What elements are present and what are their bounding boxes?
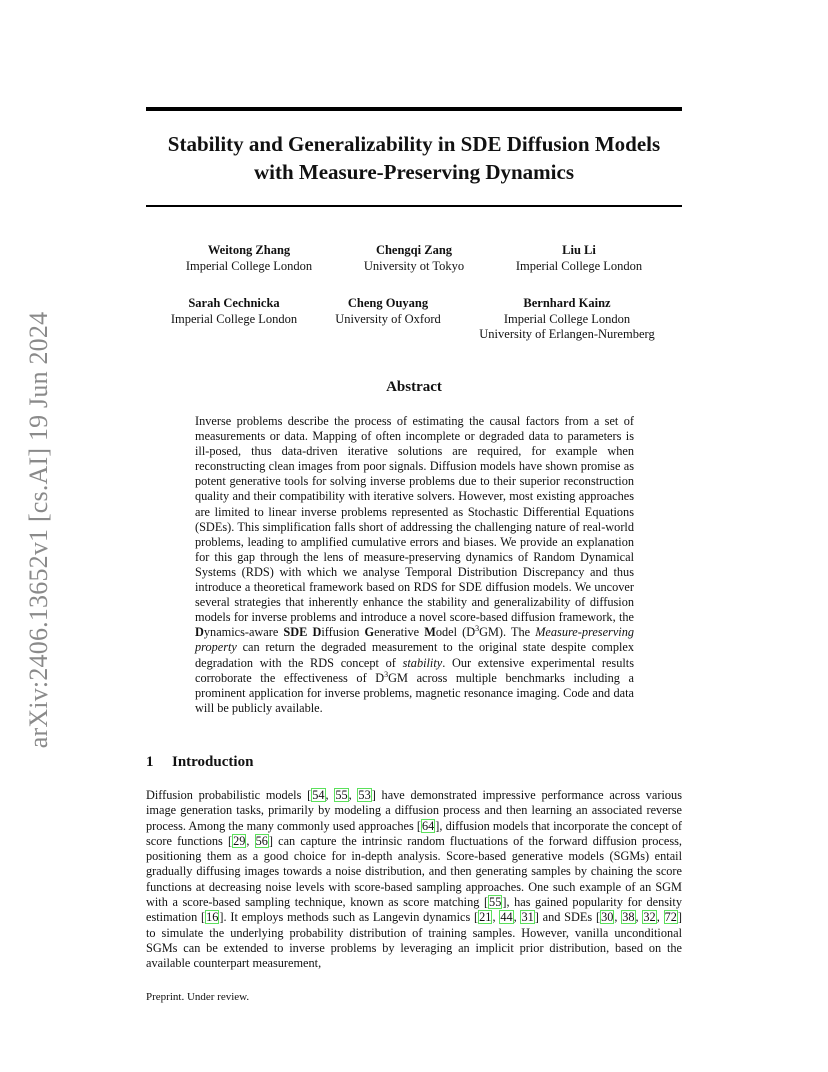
author-affiliation: Imperial College London <box>185 258 313 273</box>
author-block <box>169 243 329 274</box>
author-name: Liu Li <box>562 243 596 257</box>
author-block <box>318 296 458 327</box>
citation-link[interactable]: 30 <box>601 910 614 925</box>
citation-link[interactable]: 64 <box>421 818 435 833</box>
author-name: Chengqi Zang <box>375 243 453 257</box>
author-affiliation-secondary: University of Erlangen-Nuremberg <box>479 327 655 341</box>
citation-link[interactable]: 29 <box>233 833 246 848</box>
abstract-body: Inverse problems describe the process of estimating the causal factors from a set of measurements or data. Mapping of often incomplete or degraded data to parameters is ill-posed, thus data-driven iterative solutions are required, for example when reconstructing clean images from poor signals. Diffusion models have shown promise as potent generative tools for solving inverse problems due to their superior reconstruction quality and their compatibility with iterative solvers. However, most existing approaches are limited to linear inverse problems represented as Stochastic Differential Equations (SDEs). This simplification falls short of addressing the challenging nature of real-world problems, leading to amplified cumulative errors and biases. We provide an explanation for this gap through the lens of measure-preserving dynamics of Random Dynamical Systems (RDS) with which we analyse Temporal Distribution Discrepancy and thus introduce a theoretical framework based on RDS for SDE diffusion models. We uncover several strategies that inherently enhance the stability and generalizability of diffusion models for inverse problems and introduce a novel score-based diffusion framework, the Dynamics-aware SDE Diffusion Generative Model $(D^3GM)$. The Measure-preserving property can return the degraded measurement to the original state despite complex degradation with the RDS concept of stability. Our extensive experimental results corroborate the effectiveness of $D^3GM$ across multiple benchmarks including a prominent application for inverse problems, magnetic resonance imaging. Code and data will be publicly available. <box>195 414 634 715</box>
author-name: Bernhard Kainz <box>523 296 611 310</box>
citation-link[interactable]: 32 <box>643 910 656 925</box>
citation-link[interactable]: 31 <box>521 910 534 925</box>
author-affiliation: University ot Tokyo <box>363 258 465 273</box>
title-top-rule <box>146 107 682 111</box>
title-line-1: Stability and Generalizability in SDE Diffusion Models <box>167 132 661 156</box>
paper-title <box>146 130 682 186</box>
citation-link[interactable]: 21 <box>479 910 492 925</box>
title-line-2: with Measure-Preserving Dynamics <box>253 160 574 184</box>
author-block <box>344 243 484 274</box>
introduction-paragraph: Diffusion probabilistic models [54, 55, 53] have demonstrated impressive performance across various image generation tasks, primarily by modeling a diffusion process and then learning an associated reverse process. Among the many commonly used approaches [64], diffusion models that incorporate the concept of score functions [29, 56] can capture the intrinsic random fluctuations of the forward diffusion process, positioning them as a good choice for in-depth analysis. Score-based generative models (SGMs) entail gradually diffusing images towards a noise distribution, and then generating samples by chaining the score functions at decreasing noise levels with score-based sampling approaches. One such example of an SGM with a score-based sampling technique, known as score matching [55], has gained popularity for density estimation [16]. It employs methods such as Langevin dynamics [21, 44, 31] and SDEs [30, 38, 32, 72] to simulate the underlying probability distribution of training samples. However, vanilla unconditional SGMs can be extended to inverse problems by leveraging an implicit prior distribution, based on the available counterpart measurement, <box>146 788 682 971</box>
abstract-heading: Abstract <box>386 379 442 395</box>
author-block <box>467 296 667 343</box>
section-title: Introduction <box>172 754 254 770</box>
citation-link[interactable]: 55 <box>335 788 348 802</box>
citation-link[interactable]: 72 <box>664 910 677 925</box>
author-affiliation: University of Oxford <box>335 311 441 326</box>
author-affiliation: Imperial College London <box>170 311 298 326</box>
author-block <box>499 243 659 274</box>
author-name: Cheng Ouyang <box>347 296 429 310</box>
title-bottom-rule <box>146 205 682 207</box>
citation-link[interactable]: 53 <box>358 788 371 802</box>
citation-link[interactable]: 55 <box>489 895 502 910</box>
author-name: Weitong Zhang <box>207 243 291 257</box>
author-affiliation: Imperial College London <box>503 311 631 326</box>
citation-link[interactable]: 44 <box>500 910 513 925</box>
author-affiliation: Imperial College London <box>515 258 643 273</box>
author-block <box>154 296 314 327</box>
citation-link[interactable]: 56 <box>255 833 268 848</box>
author-name: Sarah Cechnicka <box>188 296 280 310</box>
section-number: 1 <box>146 754 154 770</box>
citation-link[interactable]: 38 <box>622 910 635 925</box>
section-heading-introduction <box>146 754 253 771</box>
citation-link[interactable]: 54 <box>312 788 325 802</box>
citation-link[interactable]: 16 <box>206 910 219 925</box>
preprint-footer: Preprint. Under review. <box>146 991 250 1003</box>
arxiv-identifier: arXiv:2406.13652v1 [cs.AI] 19 Jun 2024 <box>24 311 53 749</box>
